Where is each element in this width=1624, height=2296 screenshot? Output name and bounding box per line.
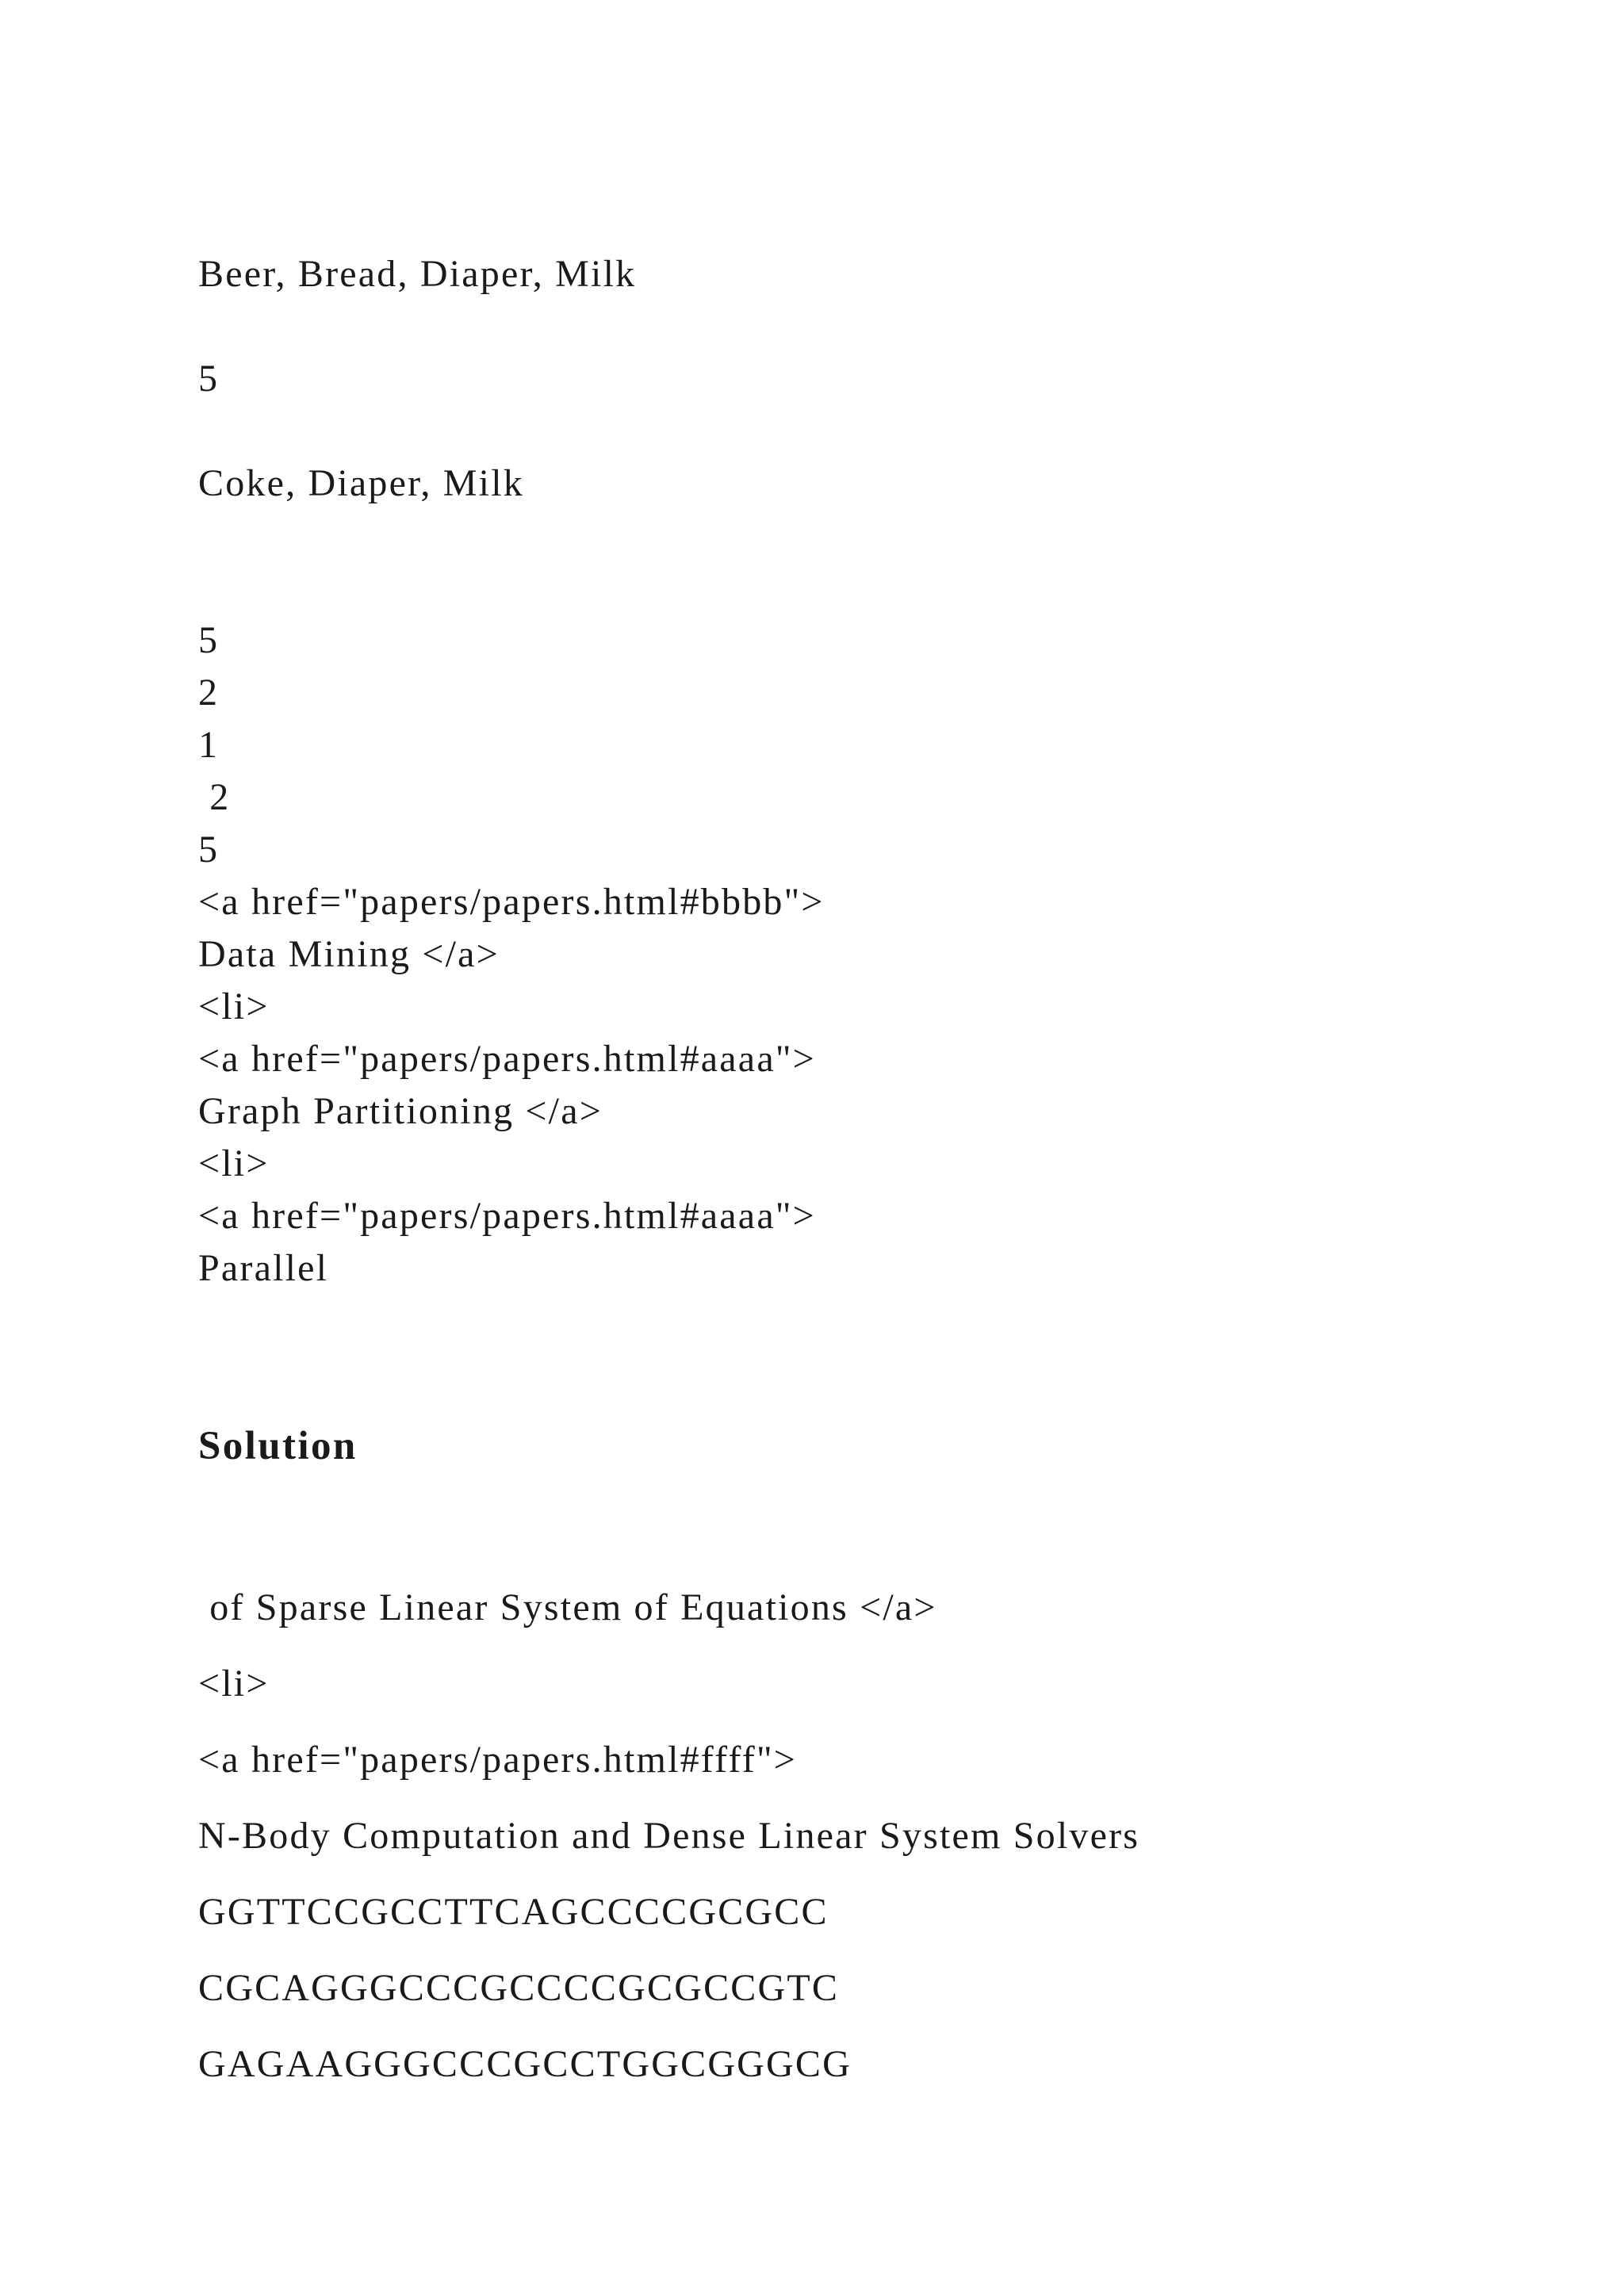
text-line-graph-partitioning: Graph Partitioning </a> — [198, 1090, 603, 1132]
text-line-number-5: 5 — [198, 828, 220, 871]
text-line-transaction-2: Coke, Diaper, Milk — [198, 462, 524, 504]
text-line-transaction-1: Beer, Bread, Diaper, Milk — [198, 253, 637, 295]
text-line-sequence-2: CGCAGGGCCCGCCCCGCGCCGTC — [198, 1967, 840, 2009]
text-line-anchor-ffff: <a href="papers/papers.html#ffff"> — [198, 1739, 798, 1781]
text-line-number-4: 2 — [198, 776, 231, 818]
section-heading: Solution — [198, 1424, 358, 1468]
text-line-li-2: <li> — [198, 1142, 270, 1184]
text-line-parallel: Parallel — [198, 1247, 329, 1289]
text-line-anchor-bbbb: <a href="papers/papers.html#bbbb"> — [198, 881, 825, 923]
text-line-n-body: N-Body Computation and Dense Linear System Solvers — [198, 1815, 1140, 1857]
text-line-number-2: 2 — [198, 672, 220, 714]
text-line-number-3: 1 — [198, 724, 220, 766]
text-line-sequence-1: GGTTCCGCCTTCAGCCCCGCGCC — [198, 1891, 829, 1933]
text-line-li-3: <li> — [198, 1663, 270, 1705]
text-line-sparse-linear: of Sparse Linear System of Equations </a> — [198, 1586, 937, 1628]
text-line-sequence-3: GAGAAGGGCCCGCCTGGCGGGCG — [198, 2043, 852, 2085]
text-line-anchor-aaaa-1: <a href="papers/papers.html#aaaa"> — [198, 1038, 816, 1080]
text-line-count-1: 5 — [198, 358, 220, 400]
text-line-data-mining: Data Mining </a> — [198, 933, 500, 975]
text-line-li-1: <li> — [198, 985, 270, 1027]
text-line-anchor-aaaa-2: <a href="papers/papers.html#aaaa"> — [198, 1195, 816, 1237]
text-line-number-1: 5 — [198, 619, 220, 661]
